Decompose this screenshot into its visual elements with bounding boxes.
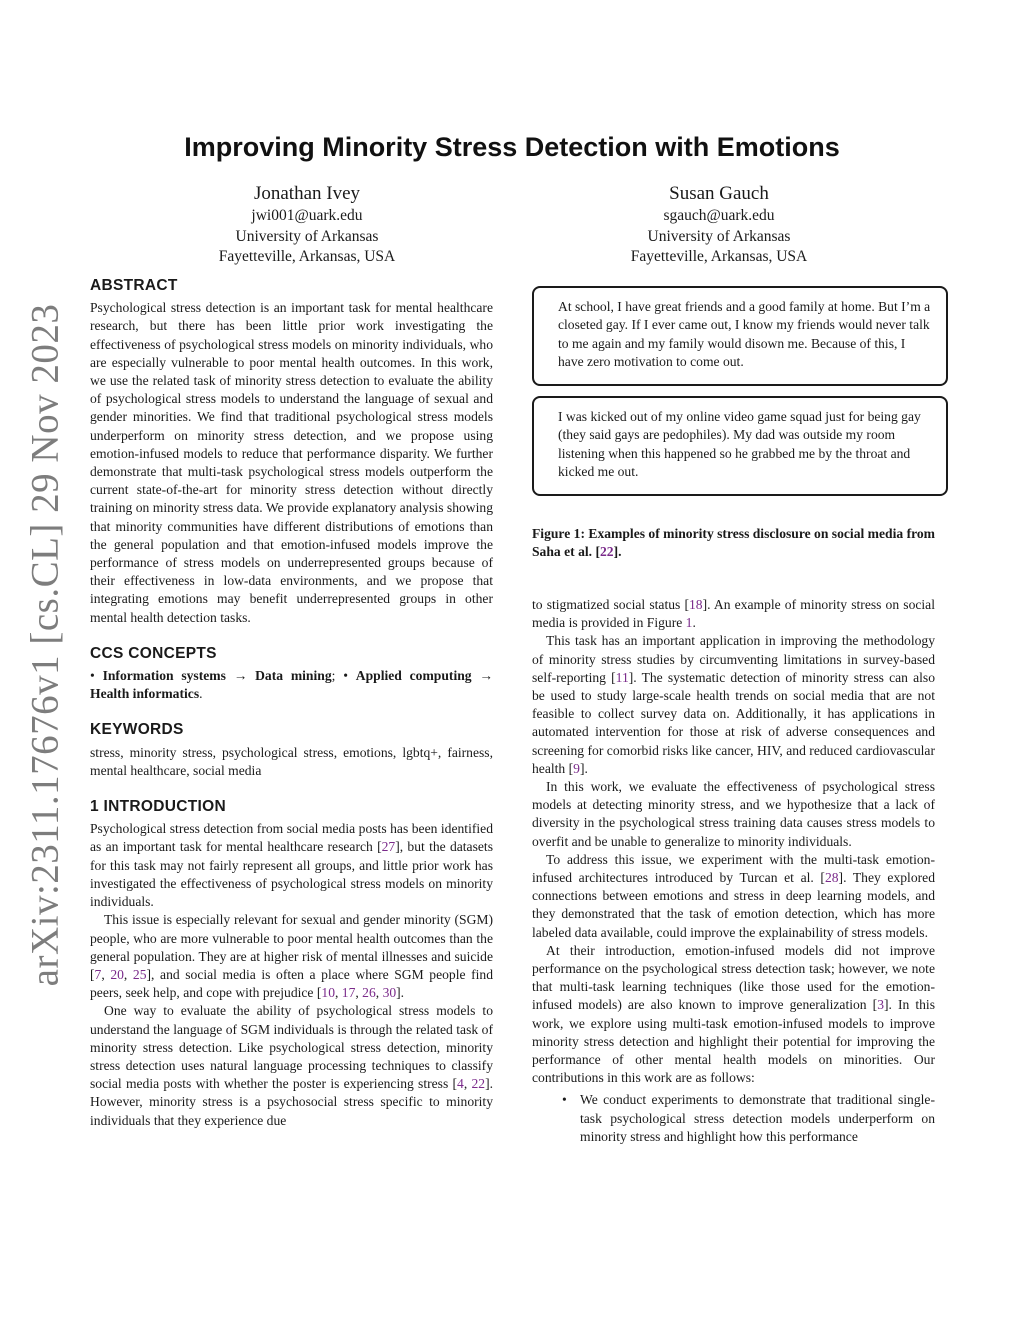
list-item: • We conduct experiments to demonstrate that traditional single-task psychological stress detection models underperform on minority stress and highlight how this performance (562, 1092, 935, 1144)
citation-link[interactable]: 27 (381, 839, 396, 855)
citation-link[interactable]: 9 (573, 760, 580, 776)
bullet-icon: • (562, 1092, 567, 1108)
body-paragraph: In this work, we evaluate the effectiveness of psychological stress models at detecting minority stress, and we hypothesize that a lack of diversity in the psychological stress training data causes stress models to overfit and be unable to generalize to minority individuals. (532, 779, 935, 849)
intro-paragraph: One way to evaluate the ability of psychological stress models to understand the language of SGM individuals is through the related task of minority stress detection. Like psychological stress detection, minority stress detection uses natural language processing techniques to classify social media posts with whether the poster is experiencing stress [4, 22]. However, minority stress is a psychosocial stress specific to minority individuals that they experience due (90, 1003, 493, 1128)
figure-link[interactable]: 1 (685, 615, 693, 631)
body-paragraph: At their introduction, emotion-infused models did not improve performance on the psychological stress detection task; however, we note that multi-task learning techniques (like those used for the emotion-infused models) are also known to improve generalization [3]. In this work, we explore using multi-task emotion-infused models to improve minority stress detection and highlight their potential for improving the performance of other mental health models on minorities. Our contributions in this work are as follows: (532, 942, 935, 1086)
ccs-concepts: • Information systems → Data mining; • Applied computing → Health informatics. (90, 668, 493, 702)
citation-link[interactable]: 10 (321, 985, 335, 1001)
author-email[interactable]: sgauch@uark.edu (663, 207, 775, 224)
right-column (532, 596, 935, 1146)
arxiv-identifier: arXiv:2311.17676v1 [cs.CL] 29 Nov 2023 (23, 303, 67, 987)
author-name: Susan Gauch (669, 183, 769, 204)
citation-link[interactable]: 18 (688, 597, 703, 612)
keywords-text: stress, minority stress, psychological stress, emotions, lgbtq+, fairness, mental healthcare, social media (90, 744, 493, 778)
left-column (90, 277, 493, 1130)
citation-link[interactable]: 28 (824, 870, 839, 886)
ccs-item: Information systems → Data mining (102, 668, 332, 684)
author-affiliation: University of Arkansas (235, 227, 379, 245)
example-post-box: I was kicked out of my online video game squad just for being gay (they said gays are pedophiles). My dad was outside my room listening when this happened so he grabbed me by the throat and kicked me out. (532, 396, 948, 496)
author-block (559, 182, 879, 268)
introduction-heading: 1 INTRODUCTION (90, 798, 226, 816)
intro-paragraph: This issue is especially relevant for sexual and gender minority (SGM) people, who are more vulnerable to poor mental health outcomes than the general population. They are at higher risk of mental illnesses and suicide [7, 20, 25], and social media is often a place where SGM people find peers, seek help, and cope with prejudice [10, 17, 26, 30]. (90, 912, 494, 1001)
intro-paragraph: Psychological stress detection from social media posts has been identified as an important task for mental healthcare research [27], but the datasets for this task may not fairly represent all groups, and little prior work has investigated the effectiveness of psychological stress models on minority individuals. (90, 821, 493, 910)
citation-link[interactable]: 3 (877, 997, 884, 1013)
abstract-text: Psychological stress detection is an important task for mental healthcare research, but there has been little prior work investigating the effectiveness of psychological stress models on minority individuals, who are especially vulnerable to poor mental health outcomes. In this work, we use the related task of minority stress detection to evaluate the ability of psychological stress models to understand the language of sexual and gender minorities. We find that traditional psychological stress models underperform on minority stress detection, and we propose using emotion-infused models to reduce that performance disparity. We further demonstrate that multi-task psychological stress models outperform the current state-of-the-art for minority stress detection without directly training on minority stress data. We provide explanatory analysis showing that minority communities have different distributions of emotions than the general population and that emotion-infused models improve the performance of stress models on underrepresented groups because of their effectiveness in low-data environments, and we propose that integrating emotions may benefit underrepresented groups in other mental health detection tasks. (90, 300, 493, 625)
keywords-heading: KEYWORDS (90, 721, 184, 739)
author-affiliation: University of Arkansas (647, 227, 791, 245)
citation-link[interactable]: 26 (362, 985, 376, 1001)
body-paragraph: To address this issue, we experiment with the multi-task emotion-infused architectures introduced by Turcan et al. [28]. They explored connections between emotions and stress in deep learning models, and they demonstrated that the task of emotion detection, which has more labeled data available, could improve the explainability of stress models. (532, 851, 935, 940)
citation-link[interactable]: 30 (382, 985, 397, 1001)
example-post-box: At school, I have great friends and a good family at home. But I’m a closeted gay. If I ever came out, I know my friends would never talk to me again and my family would disown me. Because of this, I have zero motivation to come out. (532, 286, 948, 386)
citation-link[interactable]: 11 (615, 669, 629, 685)
figure-caption: Figure 1: Examples of minority stress disclosure on social media from Saha et al. [22]. (532, 526, 936, 560)
ccs-item: Applied computing → Health informatics (90, 668, 493, 702)
citation-link[interactable]: 4 (457, 1076, 464, 1092)
paper-title: Improving Minority Stress Detection with Emotions (184, 132, 840, 162)
body-paragraph: to stigmatized social status [18]. An example of minority stress on social media is provided in Figure 1. (532, 597, 935, 631)
ccs-heading: CCS CONCEPTS (90, 644, 217, 662)
author-location: Fayetteville, Arkansas, USA (218, 248, 396, 265)
citation-link[interactable]: 22 (471, 1076, 486, 1092)
citation-link[interactable]: 25 (132, 966, 147, 982)
citation-link[interactable]: 20 (110, 966, 124, 982)
author-name: Jonathan Ivey (253, 183, 361, 204)
citation-link[interactable]: 17 (341, 985, 356, 1001)
contributions-list (532, 1091, 935, 1146)
abstract-heading: ABSTRACT (90, 277, 178, 294)
body-paragraph: This task has an important application in improving the methodology of minority stress studies by circumventing limitations in survey-based self-reporting [11]. The systematic detection of minority stress can also be used to study large-scale health trends on social media that are not feasible to collect survey data on. Additionally, it has applications in automated intervention for those at risk of adverse consequences and screening for comorbid risks like cancer, HIV, and reduced cardiovascular health [9]. (532, 633, 935, 776)
citation-link[interactable]: 22 (599, 544, 614, 560)
author-block (147, 182, 467, 268)
author-location: Fayetteville, Arkansas, USA (630, 248, 808, 265)
citation-link[interactable]: 7 (94, 966, 102, 982)
author-email[interactable]: jwi001@uark.edu (251, 207, 363, 224)
